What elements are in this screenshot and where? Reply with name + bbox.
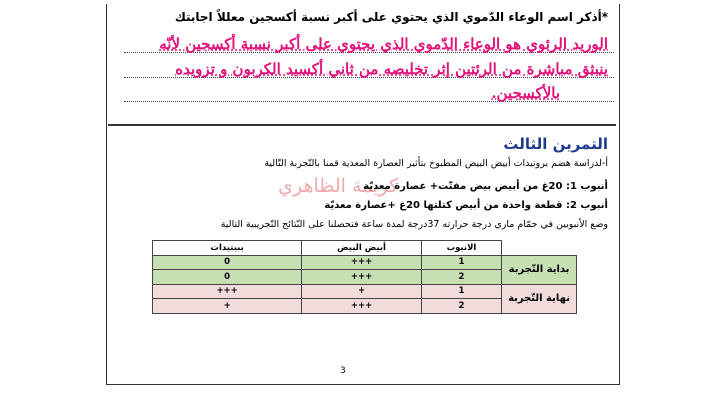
tube-1-description: أنبوب 1: 20غ من أبيض بيض مفتّت+ عصارة معديّة (363, 181, 608, 192)
table-header-row (153, 241, 577, 256)
table-row (153, 284, 577, 299)
exercise-title: التمرين الثالث (503, 135, 608, 153)
cell-peptides: 0 (153, 270, 302, 285)
group-label-end: نهاية التّجربة (502, 284, 577, 313)
header-tube: الانبوب (421, 241, 501, 256)
tube-2-description: أنبوب 2: قطعة واحدة من أبيض كتلتها 20غ +عصارة معديّة (324, 200, 608, 211)
cell-tube: 2 (421, 270, 501, 285)
answer-line-2: ينبثق مباشرة من الرئتين إثر تخليصه من ثاني أكسيد الكربون و تزويده (175, 60, 608, 78)
results-table (152, 240, 577, 314)
cell-peptides: + (153, 299, 302, 314)
page-number: 3 (340, 366, 346, 376)
cell-peptides: 0 (153, 255, 302, 270)
answer-line-1: الوريد الرئوي هو الوعاء الدّموي الذي يحتوي على أكبر نسبة أكسجين لأنّه (159, 35, 608, 53)
table-row (153, 255, 577, 270)
cell-egg-white: +++ (302, 299, 422, 314)
question-title: *أذكر اسم الوعاء الدّموي الذي يحتوي على أكبر نسبة أكسجين معللاً اجابتك (174, 10, 608, 24)
experiment-setup: وضع الأنبوبين في حمّام ماري درجة حرارته 37درجة لمدة ساعة فتحصلنا على النّتائج التّجريبية التالية (220, 219, 608, 230)
group-label-start: بداية التّجربة (502, 255, 577, 284)
cell-peptides: +++ (153, 284, 302, 299)
cell-egg-white: +++ (302, 255, 422, 270)
section-divider (108, 124, 616, 126)
header-empty (502, 241, 577, 256)
cell-tube: 1 (421, 284, 501, 299)
header-egg-white: أبيض البيض (302, 241, 422, 256)
watermark: كريمة الظاهري (278, 175, 398, 197)
cell-tube: 2 (421, 299, 501, 314)
exercise-intro: أ-لدراسة هضم بروتيدات أبيض البيض المطبوخ بتأثير العصارة المعدية قمنا بالتّجربة التّالية (264, 158, 608, 169)
answer-line-3: بالأكسجين. (491, 84, 560, 102)
cell-egg-white: +++ (302, 270, 422, 285)
cell-egg-white: + (302, 284, 422, 299)
header-peptides: ببيتيدات (153, 241, 302, 256)
cell-tube: 1 (421, 255, 501, 270)
